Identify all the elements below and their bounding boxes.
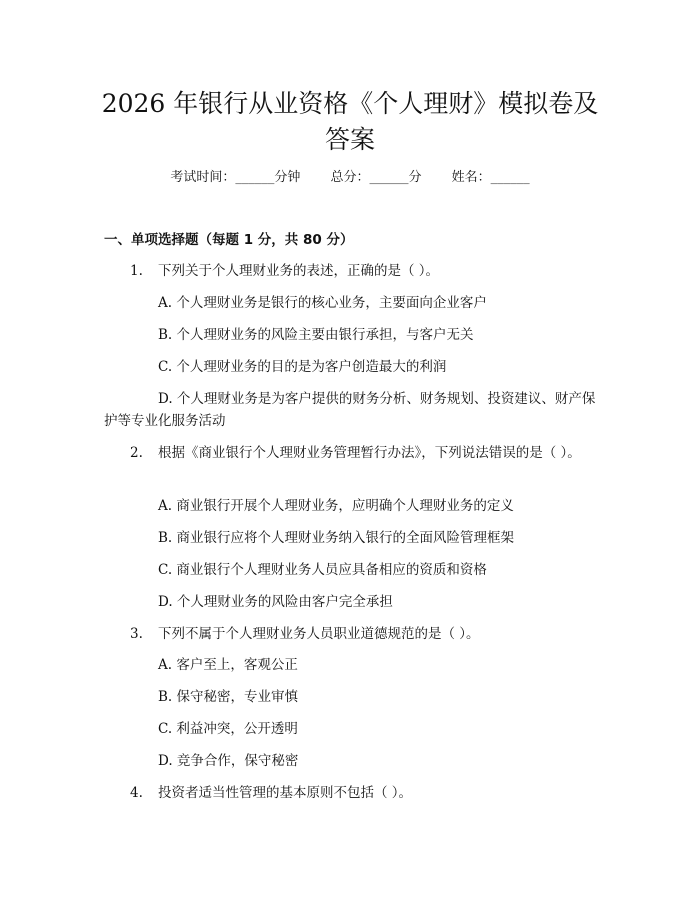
question-text: 根据《商业银行个人理财业务管理暂行办法》，下列说法错误的是（ ）。 bbox=[158, 445, 581, 461]
question-text: 投资者适当性管理的基本原则不包括（ ）。 bbox=[158, 785, 413, 801]
question-1 bbox=[104, 260, 594, 282]
section-heading: 一、单项选择题（每题 1 分，共 80 分） bbox=[104, 232, 354, 248]
q3-option-b: B. 保守秘密，专业审慎 bbox=[158, 689, 299, 705]
q1-option-a: A. 个人理财业务是银行的核心业务，主要面向企业客户 bbox=[158, 295, 487, 311]
q1-option-d: D. 个人理财业务是为客户提供的财务分析、财务规划、投资建议、财产保护等专业化服务活动 bbox=[104, 391, 596, 429]
q3-option-d: D. 竞争合作，保守秘密 bbox=[158, 753, 299, 769]
question-number: 1. bbox=[130, 263, 143, 279]
q2-option-b: B. 商业银行应将个人理财业务纳入银行的全面风险管理框架 bbox=[158, 530, 515, 546]
question-number: 2. bbox=[130, 445, 143, 461]
question-number: 4. bbox=[130, 785, 143, 801]
q1-option-c: C. 个人理财业务的目的是为客户创造最大的利润 bbox=[158, 359, 447, 375]
question-4 bbox=[104, 782, 594, 804]
exam-name: 姓名：______ bbox=[451, 170, 530, 185]
q3-option-a: A. 客户至上，客观公正 bbox=[158, 657, 298, 673]
q1-option-b: B. 个人理财业务的风险主要由银行承担，与客户无关 bbox=[158, 327, 474, 343]
document-title: 2026 年银行从业资格《个人理财》模拟卷及答案 bbox=[101, 89, 599, 154]
question-2 bbox=[104, 442, 594, 464]
exam-time: 考试时间：______分钟 bbox=[170, 170, 301, 185]
question-text: 下列不属于个人理财业务人员职业道德规范的是（ ）。 bbox=[158, 626, 480, 642]
exam-meta bbox=[0, 168, 700, 188]
question-3 bbox=[104, 623, 594, 645]
question-text: 下列关于个人理财业务的表述，正确的是（ ）。 bbox=[158, 263, 440, 279]
q2-option-d: D. 个人理财业务的风险由客户完全承担 bbox=[158, 594, 393, 610]
q2-option-c: C. 商业银行个人理财业务人员应具备相应的资质和资格 bbox=[158, 562, 487, 578]
q2-option-a: A. 商业银行开展个人理财业务，应明确个人理财业务的定义 bbox=[158, 498, 514, 514]
exam-total-score: 总分：______分 bbox=[330, 170, 422, 185]
q3-option-c: C. 利益冲突，公开透明 bbox=[158, 721, 298, 737]
question-number: 3. bbox=[130, 626, 143, 642]
